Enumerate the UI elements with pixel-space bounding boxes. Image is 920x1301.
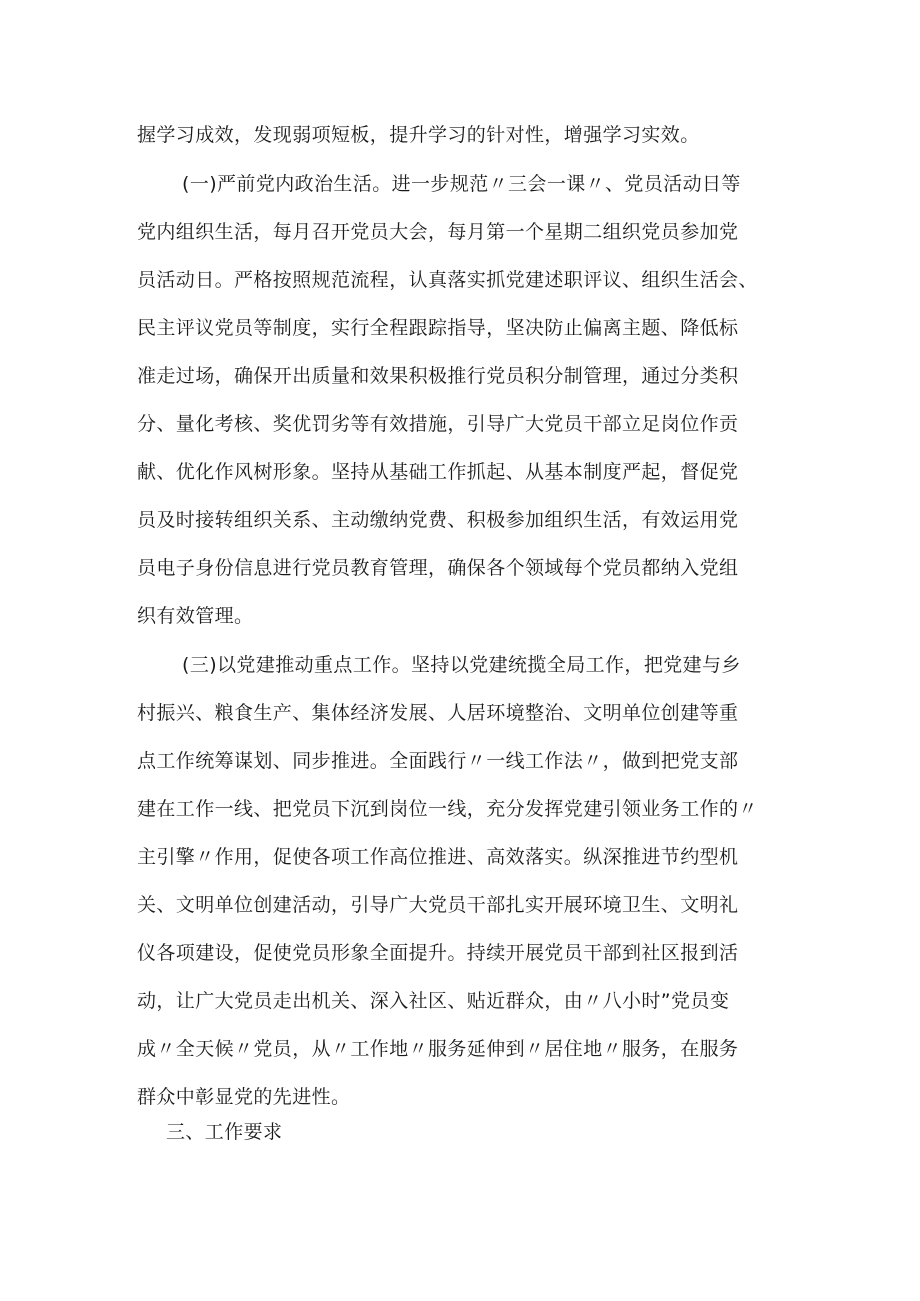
- text-line: 准走过场，确保开出质量和效果积极推行党员积分制管理，通过分类积: [137, 365, 739, 387]
- text-line: 民主评议党员等制度，实行全程跟踪指导，坚决防止偏离主题、降低标: [137, 317, 739, 339]
- text-line: 主引擎〃作用，促使各项工作高位推进、高效落实。纵深推进节约型机: [137, 846, 739, 868]
- text-line: 党内组织生活，每月召开党员大会，每月第一个星期二组织党员参加党: [137, 221, 739, 243]
- text-line: 点工作统筹谋划、同步推进。全面践行〃一线工作法〃，做到把党支部: [137, 750, 739, 772]
- text-line: (三)以党建推动重点工作。坚持以党建统揽全局工作，把党建与乡: [182, 654, 741, 676]
- text-line: 建在工作一线、把党员下沉到岗位一线，充分发挥党建引领业务工作的〃: [137, 798, 758, 820]
- text-line: 仪各项建设，促使党员形象全面提升。持续开展党员干部到社区报到活: [137, 942, 739, 964]
- text-line: 动，让广大党员走出机关、深入社区、贴近群众，由〃八小时”党员变: [137, 990, 730, 1012]
- text-line: 握学习成效，发现弱项短板，提升学习的针对性，增强学习实效。: [137, 124, 700, 146]
- text-line: 员活动日。严格按照规范流程，认真落实抓党建述职评议、组织生活会、: [137, 269, 758, 291]
- section-heading: 三、工作要求: [166, 1121, 283, 1143]
- text-line: (一)严前党内政治生活。进一步规范〃三会一课〃、党员活动日等: [182, 173, 741, 195]
- text-line: 村振兴、粮食生产、集体经济发展、人居环境整治、文明单位创建等重: [137, 702, 739, 724]
- text-line: 献、优化作风树形象。坚持从基础工作抓起、从基本制度严起，督促党: [137, 461, 739, 483]
- text-line: 员及时接转组织关系、主动缴纳党费、积极参加组织生活，有效运用党: [137, 509, 739, 531]
- text-line: 关、文明单位创建活动，引导广大党员干部扎实开展环境卫生、文明礼: [137, 894, 739, 916]
- text-line: 员电子身份信息进行党员教育管理，确保各个领域每个党员都纳入党组: [137, 557, 739, 579]
- text-line: 群众中彰显党的先进性。: [137, 1086, 351, 1108]
- text-line: 分、量化考核、奖优罚劣等有效措施，引导广大党员干部立足岗位作贡: [137, 413, 739, 435]
- text-line: 成〃全天候〃党员，从〃工作地〃服务延伸到〃居住地〃服务，在服务: [137, 1038, 739, 1060]
- text-line: 织有效管理。: [137, 605, 254, 627]
